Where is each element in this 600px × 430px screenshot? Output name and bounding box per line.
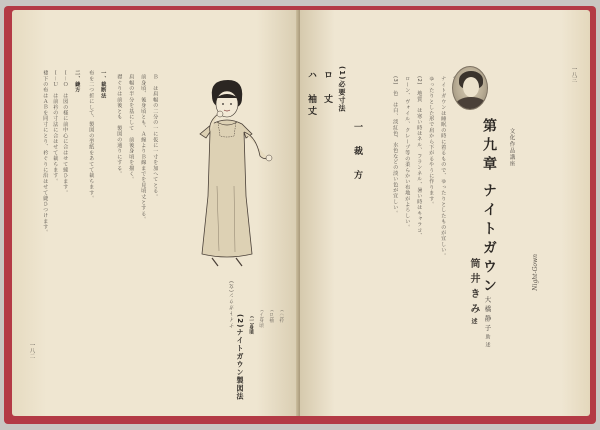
section-heading: (2)ナイトガウン製図法 — [236, 314, 244, 401]
left-page — [12, 10, 300, 416]
left-body-line: Ｂ は肩幅の二分の一に仮に一寸を加へてとる。 — [152, 74, 159, 200]
section-one: (1)必要寸法 — [338, 66, 346, 113]
author-name: 筒井きみ述 — [468, 258, 479, 329]
side-label: (ロ)袖 — [268, 310, 274, 323]
left-body-line: 一、裁断法 — [100, 70, 107, 99]
right-body-line: ローン、ヴォイル、クレープ等の柔らかい布地がよろしい。 — [404, 76, 411, 230]
series-label: 文化作品講座 — [508, 128, 515, 167]
left-body-line: 肩幅の半分を基にして 前後身頃を描く。 — [128, 74, 135, 183]
nightgown-illustration — [172, 76, 282, 276]
left-body-line: Ｉ－Ｏ は図の様に前中心に合はせて縫ひます。 — [62, 70, 69, 196]
figure-caption: ナイトガウン(女) — [229, 280, 235, 328]
left-body-line: Ｉ－Ｕ は前衿の寸法に合はせて裁ちます。 — [52, 70, 59, 184]
chapter-title: 第九章ナイトガウン — [481, 118, 497, 297]
roman-title: Night-Gown — [532, 254, 539, 291]
left-body-line: 布を二つ折にして、製図の型紙をあてて裁ちます。 — [88, 70, 95, 202]
right-page-number: 一八三 — [570, 66, 577, 83]
right-body-line: ナイトガウンは睡眠の時に着るもので、ゆったりとしたものが宜しい。 — [440, 76, 447, 259]
left-body-line: 褄下の布はＡＢを同寸にとり、衿ぐりに沿はせて縫ひつけます。 — [42, 70, 49, 236]
co-author-name: 大橋静子助述 — [483, 296, 492, 350]
right-body-line: (3) 色 は白、淡紅色、水色などの淡い色が宜しい。 — [392, 76, 399, 216]
sub-heading: (一)身頃 — [248, 316, 254, 334]
measure-label: ロ 丈 — [322, 70, 332, 106]
left-body-line: 二、縫方 — [74, 70, 81, 93]
side-label: (ハ)衿 — [278, 310, 284, 323]
right-body-line: ゆったりとした形で肩から下がるやうに作ります。 — [428, 76, 435, 208]
author-portrait — [452, 66, 488, 110]
measure-label: ハ 袖丈 — [306, 70, 316, 118]
left-body-line: 襟ぐりは前後とも 製図の通りにする。 — [116, 74, 123, 177]
left-body-line: 前身頃、後身頃とも、Ａ線よりＢ線までを見頃丈とする。 — [140, 74, 147, 223]
left-page-number: 一八二 — [28, 342, 35, 359]
right-page — [300, 10, 590, 416]
side-label: (イ)身頃 — [258, 310, 264, 328]
section-two-label: 一 裁 方 — [352, 122, 362, 182]
right-body-line: (2) 地質 は寒い時はネル、フランネル、暑い時はキャラコ、 — [416, 76, 423, 239]
